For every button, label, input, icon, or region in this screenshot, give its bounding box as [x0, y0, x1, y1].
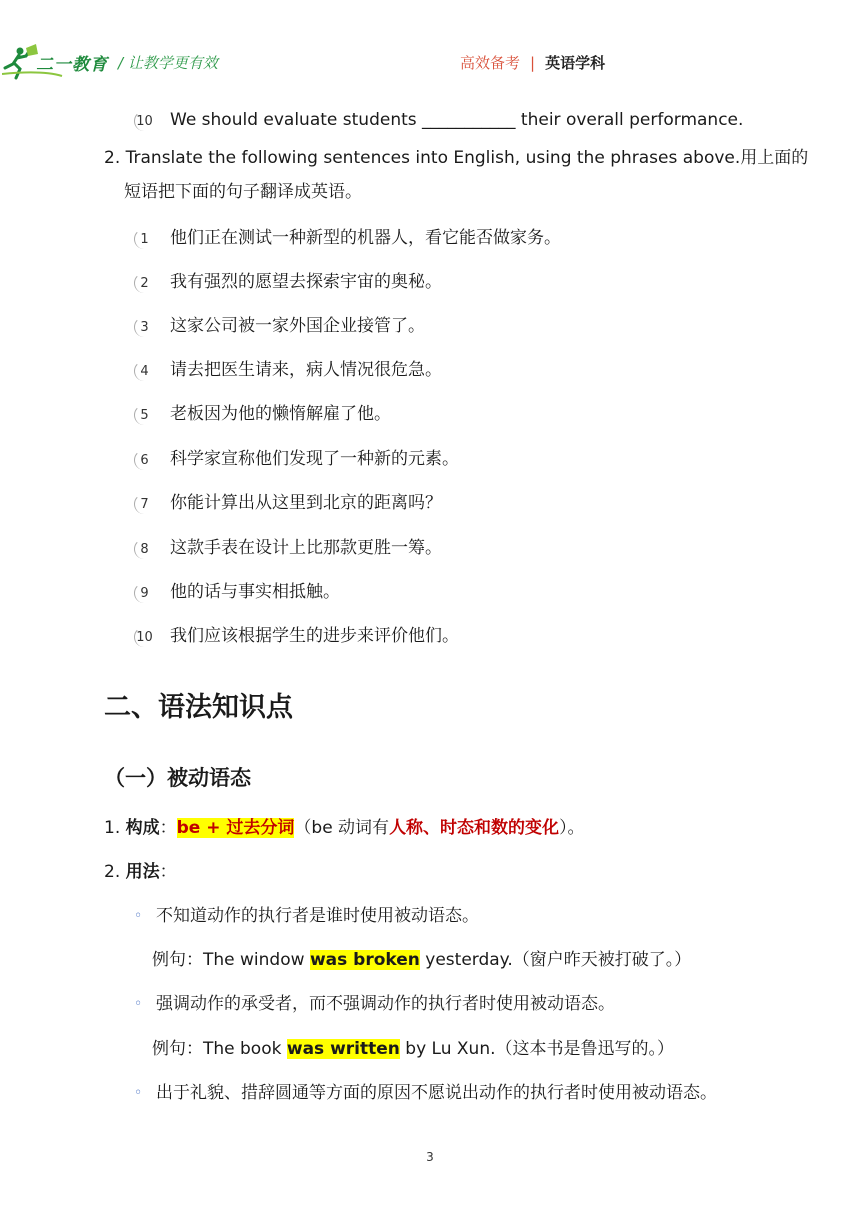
- usage-line: 2. 用法：: [104, 862, 177, 882]
- usage-point: 不知道动作的执行者是谁时使用被动语态。: [156, 906, 479, 926]
- translation-item: 他们正在测试一种新型的机器人，看它能否做家务。: [170, 228, 561, 248]
- header-separator: |: [530, 54, 536, 72]
- bullet-icon: ◦: [134, 1085, 143, 1101]
- bullet-icon: ◦: [134, 996, 143, 1012]
- translation-item: 科学家宣称他们发现了一种新的元素。: [170, 449, 459, 469]
- structure-line: 1. 构成：be + 过去分词（be 动词有人称、时态和数的变化）。: [104, 818, 585, 838]
- usage-label: 用法: [125, 862, 160, 882]
- section-title: 二、语法知识点: [104, 692, 293, 723]
- translation-item: 我们应该根据学生的进步来评价他们。: [170, 626, 459, 646]
- structure-label: 构成: [125, 818, 160, 838]
- item-number: 2: [134, 273, 154, 293]
- page-number: 3: [426, 1150, 434, 1164]
- bullet-icon: ◦: [134, 908, 143, 924]
- item-number: 10: [134, 111, 154, 131]
- logo-text: 二一教育: [36, 55, 108, 75]
- exercise2-instruction-line1: 2. Translate the following sentences into English, using the phrases above.用上面的: [104, 148, 809, 168]
- header-exam: 高效备考: [460, 54, 521, 72]
- header-subject-name: 英语学科: [545, 54, 606, 72]
- translation-item: 你能计算出从这里到北京的距离吗？: [170, 493, 442, 513]
- formula-highlight: be + 过去分词: [176, 818, 295, 838]
- item-number: 9: [134, 583, 154, 603]
- item-number: 5: [134, 405, 154, 425]
- usage-example: 例句：The book was written by Lu Xun.（这本书是鲁迅写的。）: [152, 1039, 674, 1059]
- item-number: 7: [134, 494, 154, 514]
- item-number: 8: [134, 539, 154, 559]
- item-number: 6: [134, 450, 154, 470]
- translation-item: 这家公司被一家外国企业接管了。: [170, 316, 425, 336]
- translation-item: 请去把医生请来，病人情况很危急。: [170, 360, 442, 380]
- section-subtitle: （一）被动语态: [104, 766, 251, 790]
- translation-item: 他的话与事实相抵触。: [170, 582, 340, 602]
- usage-point: 强调动作的承受者，而不强调动作的执行者时使用被动语态。: [156, 994, 615, 1014]
- translation-item: 老板因为他的懒惰解雇了他。: [170, 404, 391, 424]
- example-highlight: was broken: [309, 950, 420, 970]
- item-number: 3: [134, 317, 154, 337]
- usage-example: 例句：The window was broken yesterday.（窗户昨天被打破了。）: [152, 950, 692, 970]
- usage-point: 出于礼貌、措辞圆通等方面的原因不愿说出动作的执行者时使用被动语态。: [156, 1083, 717, 1103]
- slogan: / 让教学更有效: [118, 54, 218, 72]
- item-number: 1: [134, 229, 154, 249]
- exercise1-item-10: We should evaluate students ___________ their overall performance.: [170, 110, 744, 130]
- example-highlight: was written: [286, 1039, 400, 1059]
- exercise2-instruction-line2: 短语把下面的句子翻译成英语。: [124, 182, 362, 202]
- translation-item: 这款手表在设计上比那款更胜一筹。: [170, 538, 442, 558]
- item-number: 4: [134, 361, 154, 381]
- header-subject: [460, 52, 605, 73]
- translation-item: 我有强烈的愿望去探索宇宙的奥秘。: [170, 272, 442, 292]
- page-header: [0, 0, 860, 90]
- changes-text: 人称、时态和数的变化: [389, 818, 560, 838]
- item-number: 10: [134, 627, 154, 647]
